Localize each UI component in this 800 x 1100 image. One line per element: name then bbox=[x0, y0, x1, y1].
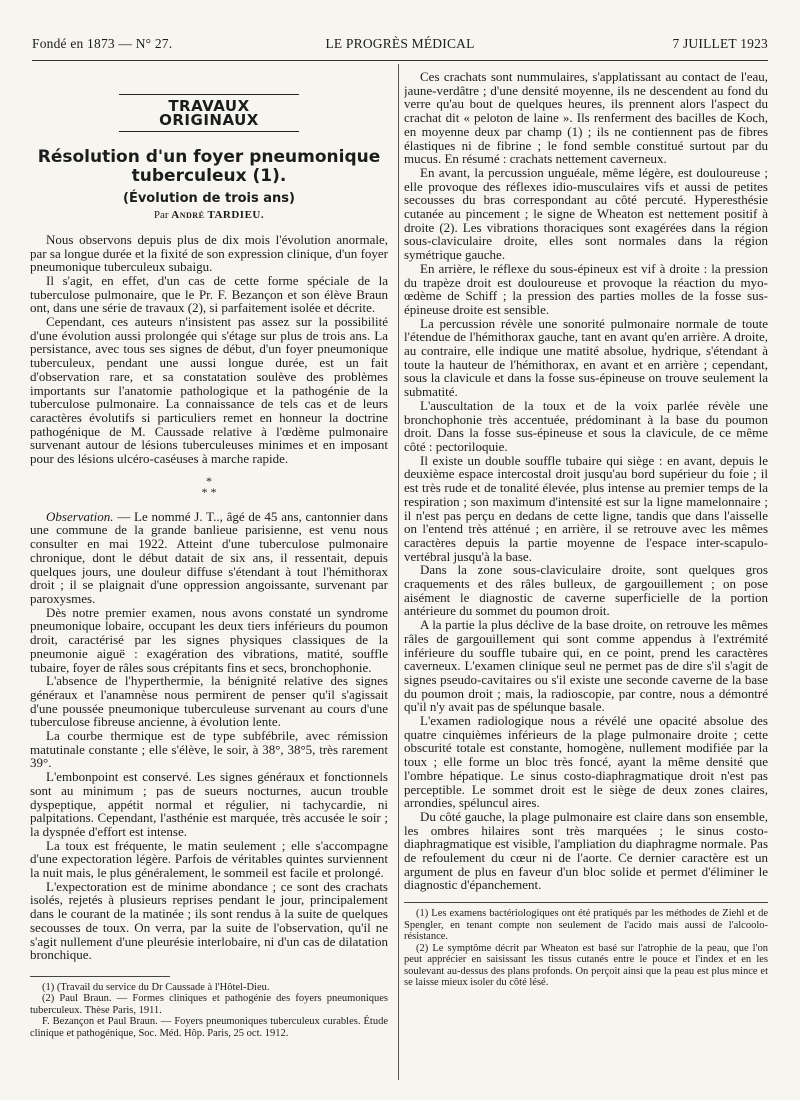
observation-label: Observation. bbox=[46, 508, 114, 524]
author-name: André TARDIEU. bbox=[171, 209, 265, 222]
footnote-rule bbox=[404, 902, 768, 903]
running-header bbox=[32, 36, 768, 58]
paragraph: La courbe thermique est de type subfébrile, avec rémission matutinale constante ; elle s'élève, le soir, à 38°, 38°5, très rarement 39°. bbox=[30, 728, 388, 771]
paragraph: L'auscultation de la toux et de la voix parlée révèle une bronchophonie très accentuée, prédominant à la base du poumon droit. Dans la fosse sus-épineuse et sous la clavicule, de ce même côté : pectoriloquie. bbox=[404, 397, 768, 454]
section-asterism bbox=[30, 473, 388, 499]
paragraph: Nous observons depuis plus de dix mois l'évolution anormale, par sa longue durée et la fixité de son expression clinique, d'un foyer pneumonique tuberculeux subaigu. bbox=[30, 231, 388, 275]
paragraph: L'examen radiologique nous a révélé une opacité absolue des quatre cinquièmes inférieurs de la plage pulmonaire droite ; cette obscurité totale est constante, homogène, nullement modifiée par la toux ; elle forme un bloc très foncé, ayant la même densité que l'ombre hépatique. Le sinus costo-diaphragmatique droit n'est pas perceptible. Le sommet droit est le siège de deux zones claires, arrondies, spéluncul aires. bbox=[404, 713, 768, 811]
column-divider bbox=[398, 64, 399, 1080]
paragraph: Du côté gauche, la plage pulmonaire est claire dans son ensemble, les ombres hilaires sont très marquées ; le sinus costo-diaphragmatique est visible, l'ampliation du diaphragme normale. Pas de refoulement du cœur ni de l'aorte. Ce dernier caractère est un argument de plus en faveur d'un bloc solide et permet d'éliminer le diagnostic d'épanchement. bbox=[404, 808, 768, 893]
header-journal-title: LE PROGRÈS MÉDICAL bbox=[325, 36, 475, 51]
header-founding-issue: Fondé en 1873 — N° 27. bbox=[32, 36, 173, 51]
footnote: (1) Les examens bactériologiques ont été pratiqués par les méthodes de Ziehl et de Spengler, en tenant compte non seulement de l'acido mais aussi de l'alcoolo-résistance. bbox=[404, 908, 768, 943]
paragraph: La percussion révèle une sonorité pulmonaire normale de toute l'étendue de l'hémithorax gauche, tant en avant qu'en arrière. A droite, au contraire, elle indique une matité absolue, hydrique, s'étendant à toute la hauteur de l'hémithorax, en avant et en arrière ; cependant, sous la clavicule et dans la fosse sus-épineuse on trouve seulement la submatité. bbox=[404, 315, 768, 400]
section-title: TRAVAUX ORIGINAUX bbox=[119, 94, 299, 132]
paragraph: Dans la zone sous-claviculaire droite, sont quelques gros craquements et des râles bulleux, de gargouillement ; on pose aisément le diagnostic de caverne superficielle de la portion antérieure du sommet du poumon droit. bbox=[404, 562, 768, 619]
article-subtitle: (Évolution de trois ans) bbox=[123, 191, 295, 207]
right-column bbox=[404, 70, 768, 1086]
observation-text: — Le nommé J. T.., âgé de 45 ans, cantonnier dans une commune de la grande banlieue parisienne, est venu nous consulter en mai 1922. Atteint d'une tuberculose pulmonaire chronique, dont le début datait de six ans, il ressentait, depuis quelques jours, une douleur diffuse s'étendant à tout l'hémithorax droit ; il se plaignait d'une oppression angoissante, survenant par paroxysmes. bbox=[30, 508, 388, 606]
paragraph: Il s'agit, en effet, d'un cas de cette forme spéciale de la tuberculose pulmonaire, que le Pr. F. Bezançon et son élève Braun ont, dans une série de travaux (2), si parfaitement isolée et décrite. bbox=[30, 272, 388, 316]
header-date: 7 JUILLET 1923 bbox=[672, 36, 768, 51]
paragraph-observation bbox=[30, 510, 388, 606]
paragraph: Dès notre premier examen, nous avons constaté un syndrome pneumonique lobaire, occupant les deux tiers inférieurs du poumon droit, caractérisé par les signes physiques classiques de la pneumonie aiguë : exagération des vibrations, matité, souffle tubaire, foyer de râles sous crépitants fins et secs, bronchophonie. bbox=[30, 604, 388, 675]
footnote-rule bbox=[30, 976, 170, 977]
paragraph: L'absence de l'hyperthermie, la bénignité relative des signes généraux et l'anamnèse nous permirent de penser qu'il s'agissait d'une poussée pneumonique tuberculeuse survenant au cours d'une tuberculose fibreuse ancienne, à évolution lente. bbox=[30, 673, 388, 730]
paragraph: L'expectoration est de minime abondance ; ce sont des crachats isolés, rejetés à plusieurs reprises pendant le jour, principalement dans le courant de la matinée ; ils sont rendus à la suite de quelques secousses de toux. On verra, par la suite de l'observation, qu'il ne s'agit nullement d'une pleurésie interlobaire, ni d'un cas de dilatation bronchique. bbox=[30, 878, 388, 963]
paragraph: Ces crachats sont nummulaires, s'applatissant au contact de l'eau, jaune-verdâtre ; d'une densité moyenne, ils ne descendent au fond du verre qu'au bout de quelques heures, ils prennent alors l'aspect du crachat dit « peloton de laine ». Ils renferment des bacilles de Koch, en moyenne deux par champ (1) ; ils ne contiennent pas de fibres élastiques ni de fibrine ; le fond semble constitué surtout par du mucus. En résumé : crachats nettement caverneux. bbox=[404, 70, 768, 167]
footnotes-left bbox=[30, 982, 388, 1040]
paragraph: La toux est fréquente, le matin seulement ; elle s'accompagne d'une expectoration légère. Parfois de véritables quintes surviennent la nuit mais, le plus généralement, le sommeil est facile et prolongé. bbox=[30, 837, 388, 881]
paragraph: En avant, la percussion unguéale, même légère, est douloureuse ; elle provoque des réflexes idio-musculaires vifs et aussi de petites secousses du bras correspondant au côté percuté. Hyperesthésie cutanée au pincement ; le signe de Wheaton est nettement positif à droite (2). Les vibrations thoraciques sont exagérées dans la région sous-claviculaire droite, elles sont normales dans la région symétrique gauche. bbox=[404, 164, 768, 263]
paragraph: En arrière, le réflexe du sous-épineux est vif à droite : la pression du trapèze droit est douloureuse et provoque la réaction du myo-œdème de Schiff ; la pression des parties molles de la fosse sus-épineuse droite est sensible. bbox=[404, 260, 768, 317]
asterism-top: * bbox=[206, 473, 212, 488]
asterism-bottom: * * bbox=[201, 484, 217, 499]
paragraph: Cependant, ces auteurs n'insistent pas assez sur la possibilité d'une évolution aussi prolongée qui s'étage sur plus de trois ans. La persistance, avec tous ses signes de début, d'un foyer pneumonique tuberculeux, pendant une aussi longue durée, est un fait d'observation rare, et sa constatation soulève des problèmes importants sur l'anatomie pathologique et la pathogénie de la tuberculose pulmonaire. La connaissance de tels cas et de leurs caractères évolutifs si particuliers remet en honneur la doctrine pathogénique de M. Caussade relative à l'œdème pulmonaire survenant autour de lésions tuberculeuses minimes et en imposant pour des lésions ulcéro-caséuses à marche rapide. bbox=[30, 314, 388, 467]
header-rule bbox=[32, 60, 768, 61]
paragraph: L'embonpoint est conservé. Les signes généraux et fonctionnels sont au minimum ; pas de sueurs nocturnes, aucun trouble dyspeptique, appétit normal et régulier, ni tachycardie, ni palpitations. Cependant, l'asthénie est marquée, très accusée le soir ; la dyspnée d'effort est intense. bbox=[30, 769, 388, 839]
footnote: (1) (Travail du service du Dr Caussade à l'Hôtel-Dieu. bbox=[42, 981, 270, 993]
byline-prefix: Par bbox=[153, 209, 169, 222]
article-title: Résolution d'un foyer pneumonique tuberculeux (1). bbox=[37, 147, 381, 187]
paragraph: A la partie la plus déclive de la base droite, on retrouve les mêmes râles de gargouillement qui sont comme appendus à l'extrémité inférieure du souffle tubaire qui, en ce point, prend les caractères caverneux. L'examen clinique seul ne permet pas de dire s'il s'agit de signes pseudo-cavitaires ou s'il existe une seconde caverne de la base du poumon droit ; mais, la radioscopie, par contre, nous a démontré qu'il n'y avait pas de spélunque basale. bbox=[404, 617, 768, 715]
left-column bbox=[30, 70, 388, 1086]
paragraph: Il existe un double souffle tubaire qui siège : en avant, depuis le deuxième espace intercostal droit jusqu'au bord supérieur du foie ; il est très rude et de tonalité élevée, plus intense au premier temps de la respiration ; son maximum d'intensité est sur la ligne mamelonnaire ; il n'est pas perçu en dedans de cette ligne, tandis que dans l'aisselle on l'entend très atténué ; en arrière, il se retrouve avec les mêmes caractères depuis la partie moyenne de l'espace inter-scapulo-vertébral jusqu'à la base. bbox=[404, 452, 768, 564]
footnote: F. Bezançon et Paul Braun. — Foyers pneumoniques tuberculeux curables. Étude clinique et pathogénique, Soc. Méd. Hôp. Paris, 25 oct. 1912. bbox=[30, 1016, 388, 1039]
byline bbox=[30, 209, 388, 223]
footnotes-right bbox=[404, 908, 768, 989]
footnote: (2) Le symptôme décrit par Wheaton est basé sur l'atrophie de la peau, que l'on peut apprécier en saisissant les tissus cutanés entre le pouce et l'index et en les soulevant au-dessus des plans profonds. On perçoit ainsi que la peau est plus mince et se laisse mieux isoler du côté lésé. bbox=[404, 942, 768, 989]
footnote: (2) Paul Braun. — Formes cliniques et pathogénie des foyers pneumoniques tuberculeux. Thèse Paris, 1911. bbox=[30, 993, 388, 1016]
